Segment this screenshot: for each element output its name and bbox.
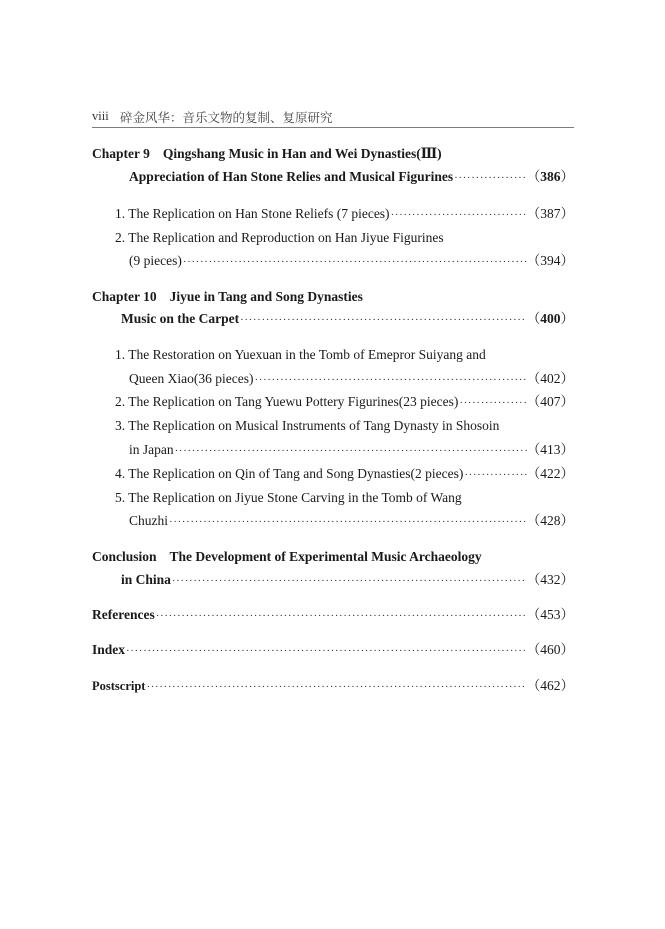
chapter-10-heading (92, 288, 574, 306)
toc-item-page: （394） (526, 253, 574, 268)
leader-dots (125, 642, 527, 660)
leader-dots (182, 253, 527, 271)
running-header (92, 107, 574, 128)
toc-item-10-2[interactable] (115, 393, 574, 411)
toc-item-text: Queen Xiao(36 pieces) (129, 371, 254, 386)
toc-item-10-5-line1[interactable] (115, 489, 574, 507)
chapter-9-title: Qingshang Music in Han and Wei Dynasties(Ⅲ) (162, 146, 442, 161)
toc-item-text: 1. The Replication on Han Stone Reliefs (7 pieces) (115, 206, 390, 221)
postscript-page: （462） (526, 678, 574, 693)
leader-dots (458, 394, 526, 412)
toc-item-page: （387） (526, 206, 574, 221)
index-page: （460） (526, 642, 574, 657)
conclusion-page: （432） (526, 572, 574, 587)
leader-dots (463, 466, 526, 484)
leader-dots (253, 371, 526, 389)
chapter-9-label: Chapter 9 (92, 146, 150, 161)
leader-dots (239, 311, 527, 329)
toc-item-text: 5. The Replication on Jiyue Stone Carving in the Tomb of Wang (115, 490, 462, 505)
toc-item-page: （402） (526, 371, 574, 386)
toc-item-text: Chuzhi (129, 513, 168, 528)
postscript-entry[interactable] (92, 677, 574, 695)
references-label: References (92, 607, 155, 622)
toc-item-page: （422） (526, 466, 574, 481)
index-label: Index (92, 642, 126, 657)
leader-dots (168, 513, 527, 531)
references-page: （453） (526, 607, 574, 622)
toc-item-10-4[interactable] (115, 465, 574, 483)
toc-item-text: 2. The Replication on Tang Yuewu Pottery Figurines(23 pieces) (115, 394, 459, 409)
toc-item-9-2-line2[interactable] (129, 252, 574, 270)
toc-item-10-5-line2[interactable] (129, 512, 574, 530)
toc-item-text: 4. The Replication on Qin of Tang and Song Dynasties(2 pieces) (115, 466, 464, 481)
leader-dots (174, 442, 527, 460)
book-title: 碎金风华：音乐文物的复制、复原研究 (120, 110, 333, 125)
toc-item-text: 3. The Replication on Musical Instruments of Tang Dynasty in Shosoin (115, 418, 500, 433)
conclusion-heading (92, 548, 574, 566)
chapter-9-page: （386） (526, 169, 574, 184)
leader-dots (453, 169, 527, 187)
index-entry[interactable] (92, 641, 574, 659)
leader-dots (145, 678, 526, 696)
toc-item-text: 2. The Replication and Reproduction on Han Jiyue Figurines (115, 230, 444, 245)
chapter-10-title: Jiyue in Tang and Song Dynasties (169, 289, 363, 304)
toc-item-text: in Japan (129, 442, 174, 457)
toc-item-10-1-line1[interactable] (115, 346, 574, 364)
conclusion-label: Conclusion (92, 549, 157, 564)
chapter-10-entry[interactable] (121, 310, 574, 328)
chapter-9-heading (92, 145, 574, 163)
toc-item-10-1-line2[interactable] (129, 370, 574, 388)
toc-item-page: （413） (526, 442, 574, 457)
toc-item-10-3-line2[interactable] (129, 441, 574, 459)
toc-item-10-3-line1[interactable] (115, 417, 574, 435)
conclusion-entry[interactable] (121, 571, 574, 589)
toc-item-9-1[interactable] (115, 205, 574, 223)
chapter-10-subtitle: Music on the Carpet (121, 311, 240, 326)
chapter-10-page: （400） (526, 311, 574, 326)
leader-dots (171, 572, 527, 590)
chapter-9-subtitle: Appreciation of Han Stone Relies and Musical Figurines (129, 169, 454, 184)
page-number: viii (92, 109, 109, 123)
toc-item-text: 1. The Restoration on Yuexuan in the Tomb of Emepror Suiyang and (115, 347, 486, 362)
conclusion-subtitle: in China (121, 572, 171, 587)
chapter-10-label: Chapter 10 (92, 289, 157, 304)
conclusion-title: The Development of Experimental Music Archaeology (169, 549, 482, 564)
leader-dots (390, 206, 527, 224)
postscript-label: Postscript (92, 679, 146, 693)
toc-item-page: （428） (526, 513, 574, 528)
toc-item-9-2-line1[interactable] (115, 229, 574, 247)
toc-item-page: （407） (526, 394, 574, 409)
chapter-9-entry[interactable] (129, 168, 574, 186)
references-entry[interactable] (92, 606, 574, 624)
leader-dots (155, 607, 527, 625)
toc-item-text: (9 pieces) (129, 253, 182, 268)
